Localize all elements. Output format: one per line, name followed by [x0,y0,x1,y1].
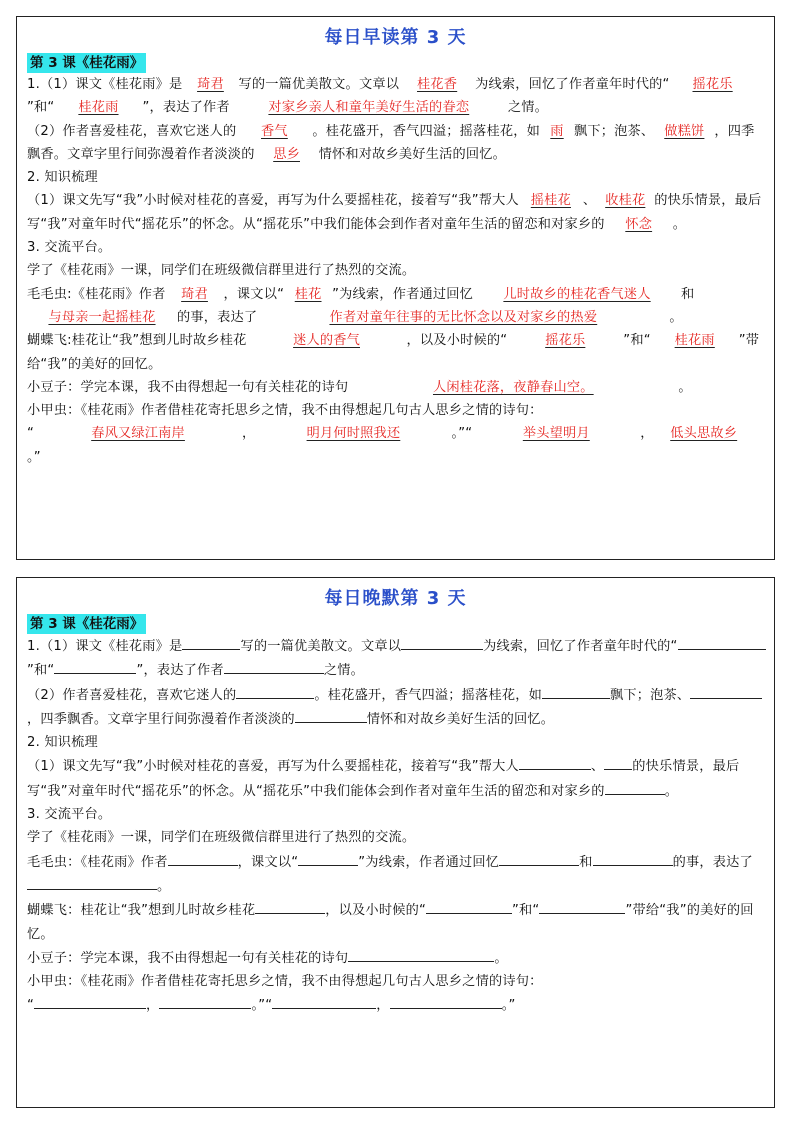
blank[interactable] [542,683,610,699]
question-2 [27,754,766,803]
comment-hudiefei [27,329,766,376]
blank[interactable] [539,898,625,914]
answer: 桂花雨 [78,100,119,116]
text: 。 [494,950,508,966]
text: 情怀和对故乡美好生活的回忆。 [366,711,555,727]
text: ”为线索，作者通过回忆 [358,854,500,870]
text: 之情。 [323,663,364,679]
text: 小豆子：学完本课，我不由得想起一句有关桂花的诗句 [27,379,349,395]
blank[interactable] [519,754,591,770]
text: 。”“ [451,426,473,442]
text: 小甲虫：《桂花雨》作者借桂花寄托思乡之情，我不由得想起几句古人思乡之情的诗句： [27,974,543,990]
blank[interactable] [593,850,673,866]
blank[interactable] [426,898,512,914]
text: 之情。 [507,100,548,116]
answer: 思乡 [273,146,300,162]
text: （2）作者喜爱桂花，喜欢它迷人的 [27,687,237,703]
text: ”为线索，作者通过回忆 [332,286,474,302]
answer: 摇桂花 [530,193,571,209]
comment-xiaodouzi [27,946,766,970]
text: 和 [579,854,593,870]
text: ，以及小时候的“ [325,903,427,919]
section-2-heading: 2. 知识梳理 [27,170,98,186]
text: ”和“ [27,100,55,116]
text: ，课文以“ [237,854,299,870]
text: “ [670,639,678,654]
blank[interactable] [605,779,665,795]
section-3-heading: 3. 交流平台。 [27,807,112,823]
blank[interactable] [54,658,136,674]
text: 为线索，回忆了作者童年时代的 [475,77,663,92]
text: 和 [681,286,695,302]
answer: 桂花香 [417,77,458,92]
question-2 [27,189,766,236]
text: 的事，表达了 [177,309,258,325]
blank[interactable] [255,898,325,914]
answer: 作者对童年往事的无比怀念以及对家乡的热爱 [329,309,598,325]
answer: 琦君 [197,77,224,92]
answer: 桂花雨 [674,333,715,349]
blank[interactable] [348,946,494,962]
text: 。 [672,216,687,232]
text: 。桂花盛开，香气四溢；摇落桂花，如 [314,687,542,703]
text: 情怀和对故乡美好生活的回忆。 [318,146,507,162]
text: （1）课文先写“我”小时候对桂花的喜爱，再写为什么要摇桂花，接着写“我”帮大人 [27,193,519,209]
answer: 对家乡亲人和童年美好生活的眷恋 [268,100,470,116]
text: ，以及小时候的“ [406,333,508,349]
comment-maomaochong [27,850,766,899]
answer: 做糕饼 [664,123,705,139]
blank[interactable] [401,634,483,650]
blank[interactable] [390,993,502,1009]
answer: 摇花乐 [692,77,733,92]
text: ”和“ [27,663,55,679]
text: “ [662,77,670,92]
answer: 桂花 [294,286,322,302]
answer: 与母亲一起摇桂花 [48,309,156,325]
poem-answers [27,422,766,469]
text: 为线索，回忆了作者童年时代的 [483,639,671,654]
text: 。 [669,309,683,325]
section-3-intro: 学了《桂花雨》一课，同学们在班级微信群里进行了热烈的交流。 [27,263,416,279]
text: 、 [590,759,605,775]
text: 。 [678,379,692,395]
text: 写的一篇优美散文。文章以 [238,77,400,92]
question-1-part-1 [27,634,766,683]
answer: 香气 [261,123,288,139]
answer: 雨 [550,123,564,139]
answer: 举头望明月 [522,426,590,442]
answer: 琦君 [181,286,208,302]
blank[interactable] [499,850,579,866]
text: ”和“ [623,333,651,349]
blank[interactable] [236,683,314,699]
evening-dictation-card [16,577,775,1108]
poem-blanks [27,993,766,1017]
answer: 明月何时照我还 [306,426,401,442]
text: 。” [501,998,516,1014]
text: （1）课文先写“我”小时候对桂花的喜爱，再写为什么要摇桂花，接着写“我”帮大人 [27,759,519,775]
comment-xiaojiachong [27,399,766,422]
text: “ [27,998,35,1014]
text: 蝴蝶飞:桂花让“我”想到儿时故乡桂花 [27,333,247,349]
morning-reading-card [16,16,775,560]
text: 1.（1）课文《桂花雨》是 [27,77,183,92]
section-2-heading: 2. 知识梳理 [27,735,98,751]
evening-title: 每日晚默第 3 天 [324,588,467,609]
text: 的快乐情景，最后写“我”对童年时代“摇花乐”的怀念。从“摇花乐”中我们能体会到作者对童年生活的留恋和对家乡的 [27,193,762,232]
text: ”带给“我”的美好的回忆。 [27,333,760,372]
question-1-part-2 [27,683,766,732]
blank[interactable] [182,634,240,650]
blank[interactable] [27,874,157,890]
answer: 怀念 [625,216,653,232]
blank[interactable] [272,993,376,1009]
blank[interactable] [159,993,251,1009]
text: 写的一篇优美散文。文章以 [240,639,402,654]
answer: 低头思故乡 [670,426,738,442]
answer: 收桂花 [605,193,646,209]
blank[interactable] [224,658,324,674]
text: 、 [582,193,597,209]
text: 飘下；泡茶、 [574,123,655,139]
text: ， [640,426,654,442]
text: 。 [664,783,679,799]
text: ，四季飘香。文章字里行间弥漫着作者淡淡的 [27,123,755,162]
text: ”，表达了作者 [142,100,230,116]
blank[interactable] [690,683,762,699]
text: ，课文以“ [223,286,285,302]
answer: 儿时故乡的桂花香气迷人 [503,286,651,302]
question-1-part-1 [27,73,766,120]
text: ， [242,426,256,442]
text: 小甲虫：《桂花雨》作者借桂花寄托思乡之情，我不由得想起几句古人思乡之情的诗句： [27,403,543,419]
comment-hudiefei [27,898,766,946]
question-1-part-2 [27,120,766,167]
text: 。” [27,449,41,465]
text: 1.（1）课文《桂花雨》是 [27,639,183,654]
comment-xiaojiachong [27,970,766,993]
text: 飘下；泡茶、 [610,687,691,703]
blank[interactable] [604,754,632,770]
morning-title: 每日早读第 3 天 [324,27,467,48]
comment-maomaochong [27,283,766,330]
blank[interactable] [295,707,367,723]
text: ， [146,998,160,1014]
lesson-label: 第 3 课《桂花雨》 [27,53,146,73]
text: 。 [157,878,171,894]
blank[interactable] [298,850,358,866]
text: ，四季飘香。文章字里行间弥漫着作者淡淡的 [27,711,295,727]
text: 的快乐情景，最后写“我”对童年时代“摇花乐”的怀念。从“摇花乐”中我们能体会到作者对童年生活的留恋和对家乡的 [27,759,740,799]
answer: 人闲桂花落，夜静春山空。 [432,379,594,395]
text: 毛毛虫:《桂花雨》作者 [27,286,166,302]
lesson-label: 第 3 课《桂花雨》 [27,614,146,634]
answer: 迷人的香气 [293,333,360,349]
text: “ [27,426,35,442]
text: 小豆子：学完本课，我不由得想起一句有关桂花的诗句 [27,950,349,966]
section-3-intro: 学了《桂花雨》一课，同学们在班级微信群里进行了热烈的交流。 [27,830,416,846]
text: 。桂花盛开，香气四溢；摇落桂花，如 [312,123,540,139]
text: 毛毛虫：《桂花雨》作者 [27,854,168,870]
text: ”和“ [512,903,540,919]
text: ”，表达了作者 [136,663,224,679]
blank[interactable] [168,850,238,866]
text: 的事，表达了 [672,854,753,870]
text: ”带给“我”的美好的回忆。 [27,903,754,942]
text: 蝴蝶飞：桂花让“我”想到儿时故乡桂花 [27,903,256,919]
text: （2）作者喜爱桂花，喜欢它迷人的 [27,123,237,139]
text: ， [376,998,390,1014]
answer: 摇花乐 [545,333,586,349]
comment-xiaodouzi [27,376,766,399]
section-3-heading: 3. 交流平台。 [27,240,112,256]
blank[interactable] [34,993,146,1009]
text: 。”“ [251,998,273,1014]
blank[interactable] [678,634,766,650]
answer: 春风又绿江南岸 [91,426,185,442]
